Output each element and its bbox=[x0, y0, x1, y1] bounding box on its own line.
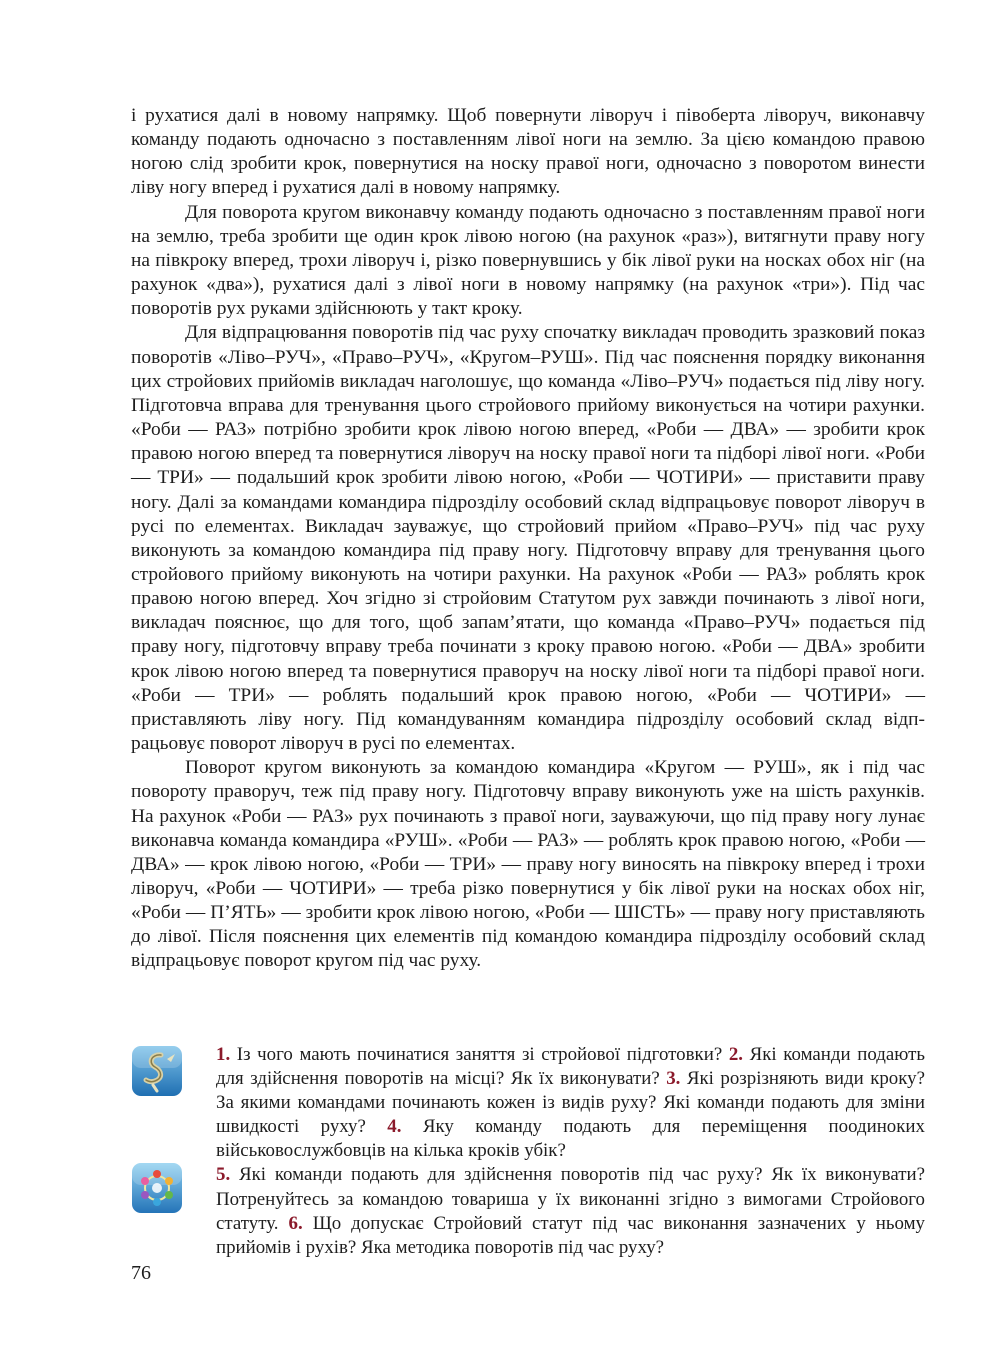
question-number: 2. bbox=[728, 1044, 743, 1065]
question-text: Які розрізняють види кроку? За якими командами починають кожен із видів руху? Які команди подають для зміни швидкості руху? bbox=[216, 1068, 925, 1138]
question-number: 3. bbox=[666, 1068, 681, 1090]
questions-icon bbox=[131, 1045, 183, 1097]
questions-block-1 bbox=[131, 1043, 925, 1163]
question-text: Які команди подають для здійснення поворотів під час руху? Як їх виконувати? Потренуйтесь за командою товариша у їх виконанні згідно з вимогами Стройового статуту. bbox=[216, 1164, 925, 1234]
question-number: 4. bbox=[387, 1116, 402, 1138]
question-text: Із чого мають починатися заняття зі стройової підготовки? bbox=[236, 1044, 723, 1065]
question-number: 6. bbox=[288, 1212, 303, 1234]
questions-section bbox=[131, 1043, 925, 1260]
page-content bbox=[131, 104, 925, 1258]
question-number: 1. bbox=[216, 1044, 231, 1065]
question-text: Яку команду подають для переміщення поодиноких військовослужбовців на кілька кроків убік? bbox=[216, 1116, 925, 1162]
questions-text-2 bbox=[216, 1163, 925, 1259]
question-number: 5. bbox=[216, 1164, 231, 1186]
paragraph-2: Для поворота кругом виконавчу команду подають одночасно з поставленням правої ноги на землю, треба зробити ще один крок лівою ногою (на рахунок «раз»), витягнути праву ногу на півкроку вперед, трохи ліворуч і, різко повернувшись у бік лівої руки на носках обох ніг (на рахунок «два»), рухатися далі з лівої ноги в новому напрямку (на рахунок «три»). Під час поворотів рух руками здійснюють у такт кроку. bbox=[131, 201, 925, 320]
questions-block-2 bbox=[131, 1163, 925, 1259]
questions-text-1 bbox=[216, 1043, 925, 1163]
paragraph-1: і рухатися далі в новому напрямку. Щоб повернути ліворуч і півоберта ліворуч, виконавчу команду подають одночасно з поставленням лівої ноги на землю. За цією командою правою ногою слід зробити крок, повернутися на носку правої ноги, одночасно з поворотом винести ліву ногу вперед і рухатися далі в новому напрямку. bbox=[131, 105, 925, 199]
page-number: 76 bbox=[131, 1262, 151, 1284]
practice-icon bbox=[131, 1162, 183, 1214]
paragraph-4: Поворот кругом виконують за командою командира «Кругом — РУШ», як і під час повороту праворуч, теж під праву ногу. Підготовчу вправу виконують уже на шість рахунків. На рахунок «Роби — РАЗ» рух починають з правої ноги, зауважуючи, що під праву ногу лунає виконавча команда командира «РУШ». «Роби — РАЗ» — роблять крок правою ногою, «Роби — ДВА» — крок лівою ногою, «Роби — ТРИ» — праву ногу виносять на півкроку вперед і трохи ліворуч, «Роби — ЧОТИРИ» — треба різко повернутися у бік лівої руки на носках обох ніг, «Роби — П’ЯТЬ» — зробити крок лівою ногою, «Роби — ШІСТЬ» — праву ногу приставляють до лівої. Після пояснення цих елементів під командою командира підрозділу особовий склад відпрацьовує поворот кругом під час руху. bbox=[131, 757, 925, 972]
paragraph-3: Для відпрацювання поворотів під час руху спочатку викладач проводить зразковий показ поворотів «Ліво–РУЧ», «Право–РУЧ», «Кругом–РУШ». Під час пояснення порядку виконання цих стройових прийомів викладач наголошує, що команда «Ліво–РУЧ» подається під ліву ногу. Підготовча вправа для тренування цього стройового прийому виконується на чотири рахунки. «Роби — РАЗ» потрібно зробити крок лівою ногою вперед, «Роби — ДВА» — зробити крок правою ногою вперед та повернутися ліворуч на носку правої ноги та підборі лівої ноги. «Роби — ТРИ» — подальший крок зробити лівою ногою, «Роби — ЧОТИРИ» — приставити праву ногу. Далі за командами командира підрозділу особовий склад відпрацьовує поворот ліворуч в русі по елементах. Викладач зауважує, що стройовий прийом «Право–РУЧ» під час руху виконують за командою командира під праву ногу. Підготовчу вправу для тренування цього стройового прийому виконують на чотири рахунки. На рахунок «Роби — РАЗ» роблять крок правою ногою вперед. Хоч згідно зі стройовим Статутом рух завжди починають з лівої ноги, викладач пояснює, що для того, щоб запам’ятати, що команда «Право–РУЧ» подається під праву ногу, підготовчу вправу треба починати з кроку правою ногою. «Роби — ДВА» зробити крок лівою ногою вперед та повернутися праворуч на носку лівої ноги та підборі правої ноги. «Роби — ТРИ» — роблять подальший крок правою ногою, «Роби — ЧОТИРИ» — приставляють ліву ногу. Під командуванням командира підрозділу особовий склад відпрацьовує поворот ліворуч в русі по елементах. bbox=[131, 322, 925, 755]
question-text: Що допускає Стройовий статут під час виконання зазначених у ньому прийомів і рухів? Яка методика поворотів під час руху? bbox=[216, 1212, 925, 1258]
question-text: Які команди подають для здійснення поворотів на місці? Як їх виконувати? bbox=[216, 1044, 925, 1090]
